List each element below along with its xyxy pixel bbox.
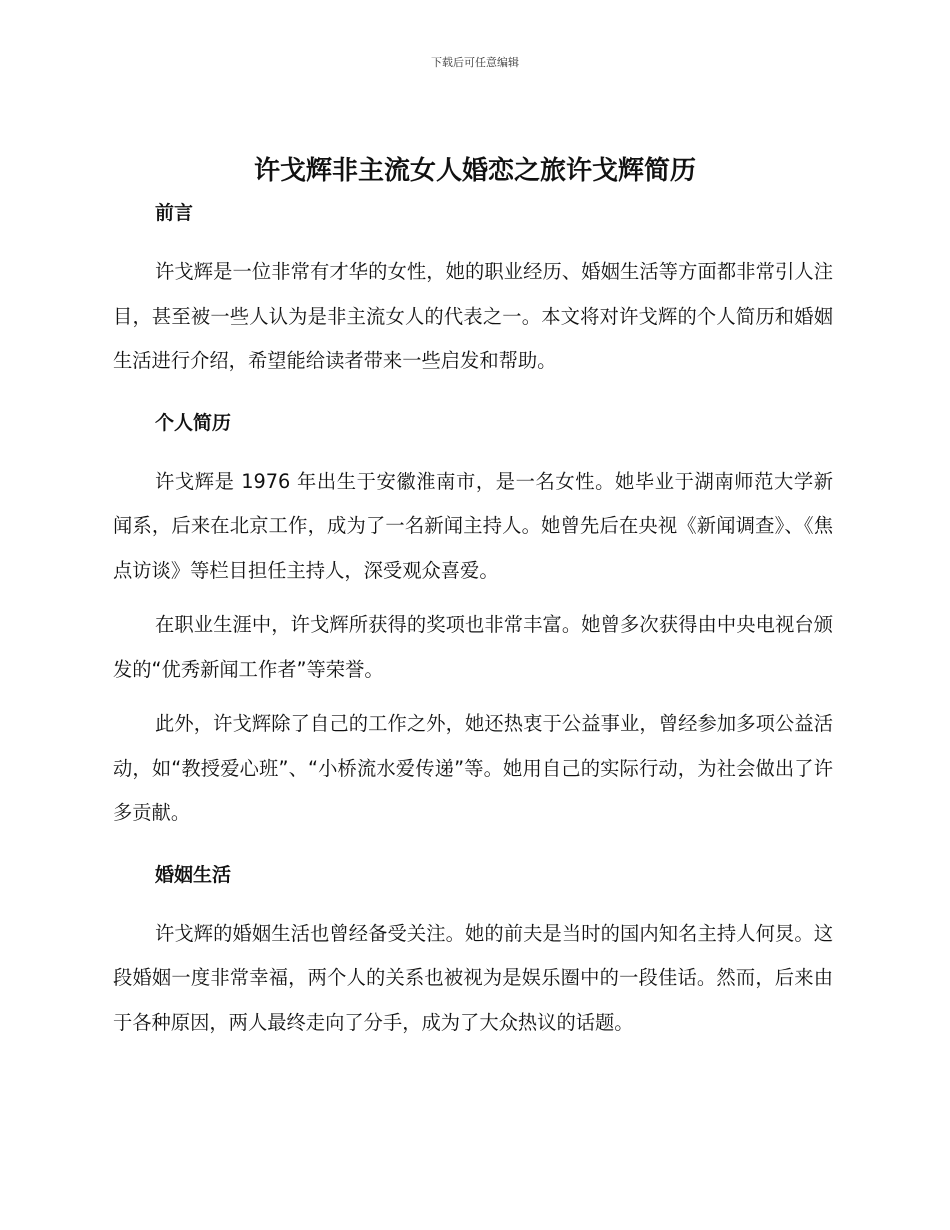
document-title: 许戈辉非主流女人婚恋之旅许戈辉简历 xyxy=(253,156,696,186)
section-heading-marriage: 婚姻生活 xyxy=(155,863,232,886)
section-heading-intro: 前言 xyxy=(155,202,194,224)
paragraph-marriage: 许戈辉的婚姻生活也曾经备受关注。她的前夫是当时的国内知名主持人何炅。这段婚姻一度非常幸福，两个人的关系也被视为是娱乐圈中的一段佳话。然而，后来由于各种原因，两人最终走向了分手，成为了大众热议的话题。 xyxy=(113,921,833,1034)
page-header-note: 下载后可任意编辑 xyxy=(431,56,519,69)
paragraph-bio-awards: 在职业生涯中，许戈辉所获得的奖项也非常丰富。她曾多次获得由中央电视台颁发的“优秀新闻工作者”等荣誉。 xyxy=(113,613,833,681)
paragraph-bio-background: 许戈辉是 1976 年出生于安徽淮南市，是一名女性。她毕业于湖南师范大学新闻系，后来在北京工作，成为了一名新闻主持人。她曾先后在央视《新闻调查》、《焦点访谈》等栏目担任主持人，深受观众喜爱。 xyxy=(113,469,833,582)
paragraph-bio-charity: 此外，许戈辉除了自己的工作之外，她还热衷于公益事业，曾经参加多项公益活动，如“教授爱心班”、“小桥流水爱传递”等。她用自己的实际行动，为社会做出了许多贡献。 xyxy=(113,712,833,824)
paragraph-intro: 许戈辉是一位非常有才华的女性，她的职业经历、婚姻生活等方面都非常引人注目，甚至被一些人认为是非主流女人的代表之一。本文将对许戈辉的个人简历和婚姻生活进行介绍，希望能给读者带来一些启发和帮助。 xyxy=(113,260,833,372)
document-body xyxy=(113,198,833,1045)
section-heading-bio: 个人简历 xyxy=(155,411,232,434)
